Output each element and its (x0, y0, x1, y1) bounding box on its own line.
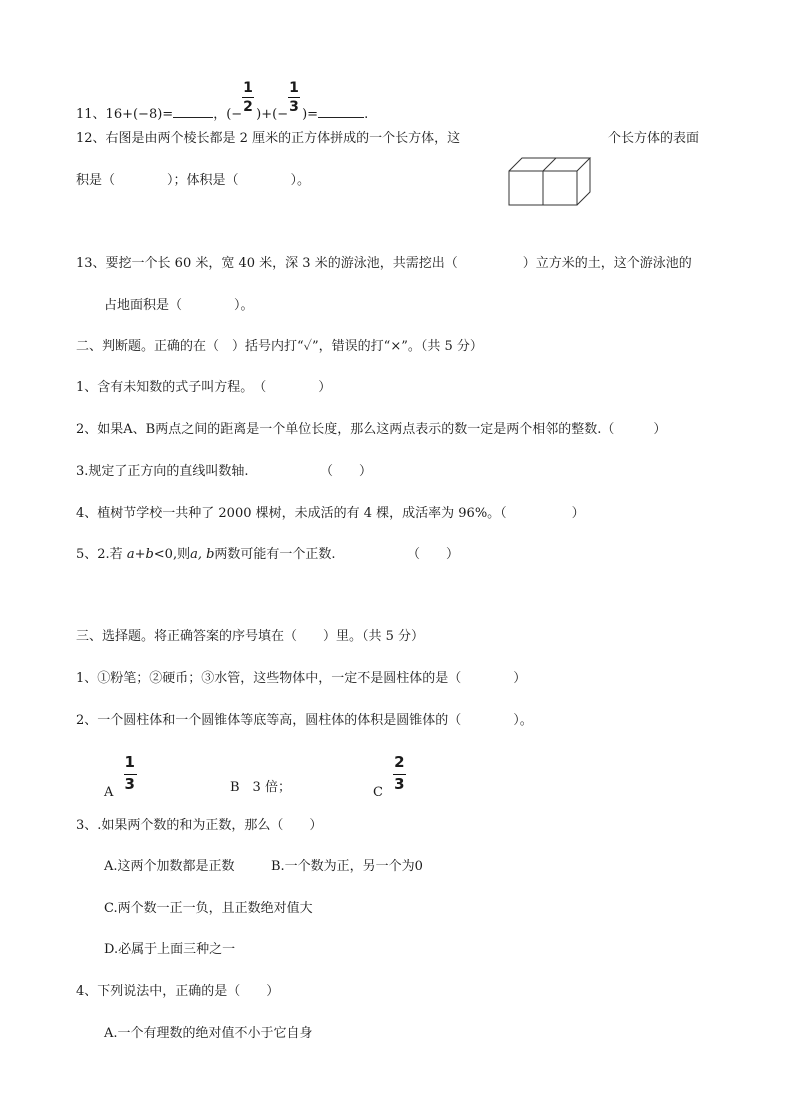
q11-prefix: 11、16+(−8)= (76, 107, 174, 122)
q2-option-c: C $\frac{2}{3}$ (373, 780, 409, 801)
q11-blank-2 (318, 105, 364, 118)
q11-end: . (364, 107, 369, 122)
q12-line-1: 12、右图是由两个棱长都是 2 厘米的正方体拼成的一个长方体，这 (76, 131, 461, 146)
q13-line-2: 占地面积是（ ）。 (104, 298, 254, 313)
q12-line-2: 积是（ ）；体积是（ ）。 (76, 173, 311, 188)
choice-question-3: 3、.如果两个数的和为正数，那么（ ） (76, 818, 323, 833)
judge-item-1: 1、含有未知数的式子叫方程。 （ ） (76, 380, 332, 395)
judge-item-2: 2、如果A、B两点之间的距离是一个单位长度，那么这两点表示的数一定是两个相邻的整数.（ ） (76, 422, 667, 437)
q3-option-c: C.两个数一正一负，且正数绝对值大 (104, 901, 313, 916)
q2-option-a: A $\frac{1}{3}$ (104, 780, 140, 801)
choice-question-2: 2、一个圆柱体和一个圆锥体等底等高，圆柱体的体积是圆锥体的（ ）。 (76, 713, 533, 728)
q13-line-1: 13、要挖一个长 60 米，宽 40 米，深 3 米的游泳池，共需挖出（ ）立方米的土，这个游泳池的 (76, 256, 692, 271)
section-2-title: 二、判断题。正确的在（ ）括号内打“✓”，错误的打“×”。（共 5 分） (76, 339, 483, 354)
q11-fraction-2: $\frac{1}{3}$ (289, 80, 299, 115)
q11-blank-1 (173, 105, 213, 118)
q11-fraction-1: $\frac{1}{2}$ (243, 80, 253, 115)
q12-line-1-continued: 个长方体的表面 (608, 131, 700, 146)
q3-option-a: A.这两个加数都是正数 (104, 859, 235, 874)
section-3-title: 三、选择题。将正确答案的序号填在（ ）里。（共 5 分） (76, 629, 425, 644)
q2-option-c-fraction: $\frac{2}{3}$ (394, 753, 405, 793)
cuboid-figure (508, 157, 600, 207)
judge-item-3: 3.规定了正方向的直线叫数轴. （ ） (76, 464, 373, 479)
q3-option-b: B.一个数为正，另一个为0 (271, 859, 423, 874)
q2-option-a-fraction: $\frac{1}{3}$ (124, 753, 135, 793)
q11-suffix: )= (302, 107, 319, 122)
question-11 (76, 80, 369, 123)
judge-item-4: 4、植树节学校一共种了 2000 棵树，未成活的有 4 棵，成活率为 96%。（ ） (76, 506, 585, 521)
q11-plus: )+(− (256, 107, 289, 122)
q3-option-d: D.必属于上面三种之一 (104, 942, 236, 957)
choice-question-1: 1、①粉笔；②硬币；③水管，这些物体中，一定不是圆柱体的是（ ） (76, 671, 527, 686)
q2-option-b: B 3 倍； (230, 780, 291, 795)
judge-item-5: 5、2.若 a+b<0,则a, b两数可能有一个正数. （ ） (76, 547, 460, 562)
choice-question-4: 4、下列说法中，正确的是（ ） (76, 984, 280, 999)
q11-mid: ，(− (213, 107, 243, 122)
q4-option-a: A.一个有理数的绝对值不小于它自身 (104, 1026, 313, 1041)
